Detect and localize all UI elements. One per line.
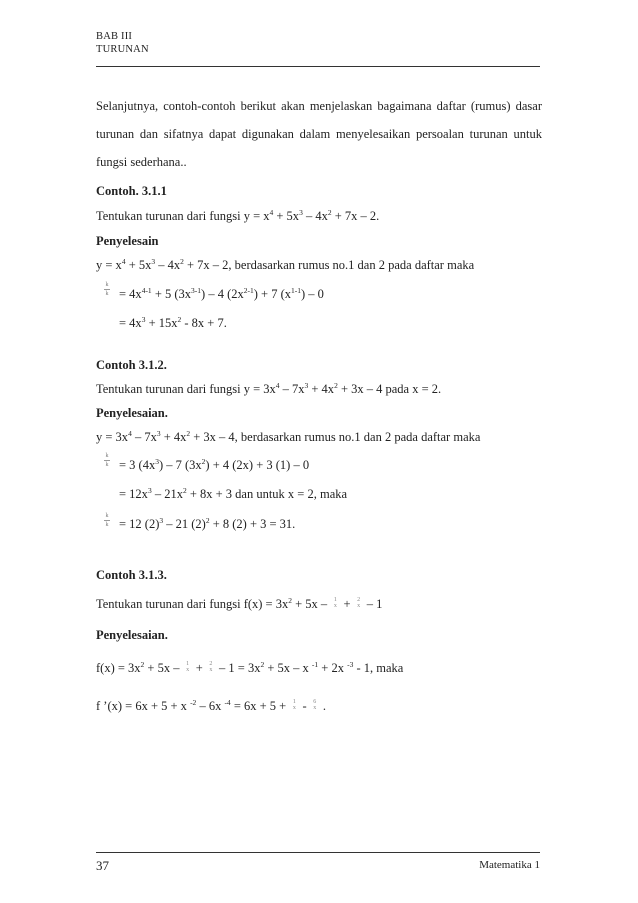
- fraction-placeholder: 1 x: [186, 661, 190, 674]
- example-3-solution-label: Penyelesaian.: [96, 628, 168, 642]
- example-2-step-1: = 3 $(4x^3) - 7$ $(3x^2) + 4$ (2x) + 3 (1) – 0: [119, 457, 310, 472]
- fraction-placeholder: 6 x: [313, 699, 317, 712]
- example-2-title: Contoh 3.1.2.: [96, 358, 167, 372]
- example-1-step-2: = $4x^3 + 15x^2 - 8x + 7$.: [119, 315, 227, 330]
- example-1-solution-label: Penyelesain: [96, 234, 159, 248]
- example-2-step-3: = 12 $(2)^3 - 21$ $(2)^2 + 8$ (2) + 3 = 31.: [119, 516, 296, 531]
- dy-dx-symbol: k k: [105, 282, 109, 297]
- example-3-derivative: f ’(x) = 6x + 5 + x $^{-2}$ – 6x $^{-4}$ = 6x + 5 + 1 x - 6 x .: [96, 698, 327, 713]
- fraction-placeholder: 2 x: [209, 661, 213, 674]
- fraction-placeholder: 1 x: [333, 597, 337, 610]
- example-2-solution-label: Penyelesaian.: [96, 406, 168, 420]
- chapter-title: TURUNAN: [96, 44, 149, 55]
- example-3-task: Tentukan turunan dari fungsi $f(x) = 3x^2 + 5x$ – 1 x + 2 x – 1: [96, 596, 383, 611]
- fraction-placeholder: 2 x: [357, 597, 361, 610]
- example-1-given: $y = x^4 + 5x^3 - 4x^2 + 7x - 2$, berdasarkan rumus no.1 dan 2 pada daftar maka: [96, 257, 475, 272]
- footer-title: Matematika 1: [479, 859, 540, 871]
- dy-dx-symbol: k k: [105, 453, 109, 468]
- example-2-task: Tentukan turunan dari fungsi $y = 3x^4 - 7x^3 + 4x^2 + 3x - 4$ pada x = 2.: [96, 381, 442, 396]
- example-3-function: $f(x) = 3x^2 + 5x$ – 1 x + 2 x – $1 = 3x^2 + 5x - x$ $^{-1}$ + 2x $^{-3}$ - 1, maka: [96, 660, 404, 675]
- example-3-title: Contoh 3.1.3.: [96, 568, 167, 582]
- fraction-placeholder: 1 x: [292, 699, 296, 712]
- dy-dx-symbol: k k: [105, 513, 109, 528]
- chapter-label: BAB III: [96, 31, 133, 42]
- running-header: [96, 30, 149, 56]
- example-1-task: Tentukan turunan dari fungsi $y = x^4 + 5x^3 - 4x^2 + 7x - 2$.: [96, 208, 380, 223]
- example-1-title: Contoh. 3.1.1: [96, 184, 167, 198]
- intro-paragraph: Selanjutnya, contoh-contoh berikut akan menjelaskan bagaimana daftar (rumus) dasar turunan dan sifatnya dapat digunakan dalam menyelesaikan persoalan turunan untuk fungsi sederhana..: [96, 99, 542, 169]
- example-2-given: $y = 3x^4 - 7x^3 + 4x^2 + 3x - 4$, berdasarkan rumus no.1 dan 2 pada daftar maka: [96, 429, 481, 444]
- page-number: 37: [96, 858, 109, 873]
- header-rule: [96, 66, 540, 67]
- footer-rule: [96, 852, 540, 853]
- example-1-step-1: = $4x^{4-1} + 5$ $(3x^{3-1}) - 4$ $(2x^{2-1}) + 7$ $(x^{1-1}) - 0$: [119, 286, 324, 301]
- example-2-step-2: = $12x^3 - 21x^2 + 8x + 3$ dan untuk x = 2, maka: [119, 486, 348, 501]
